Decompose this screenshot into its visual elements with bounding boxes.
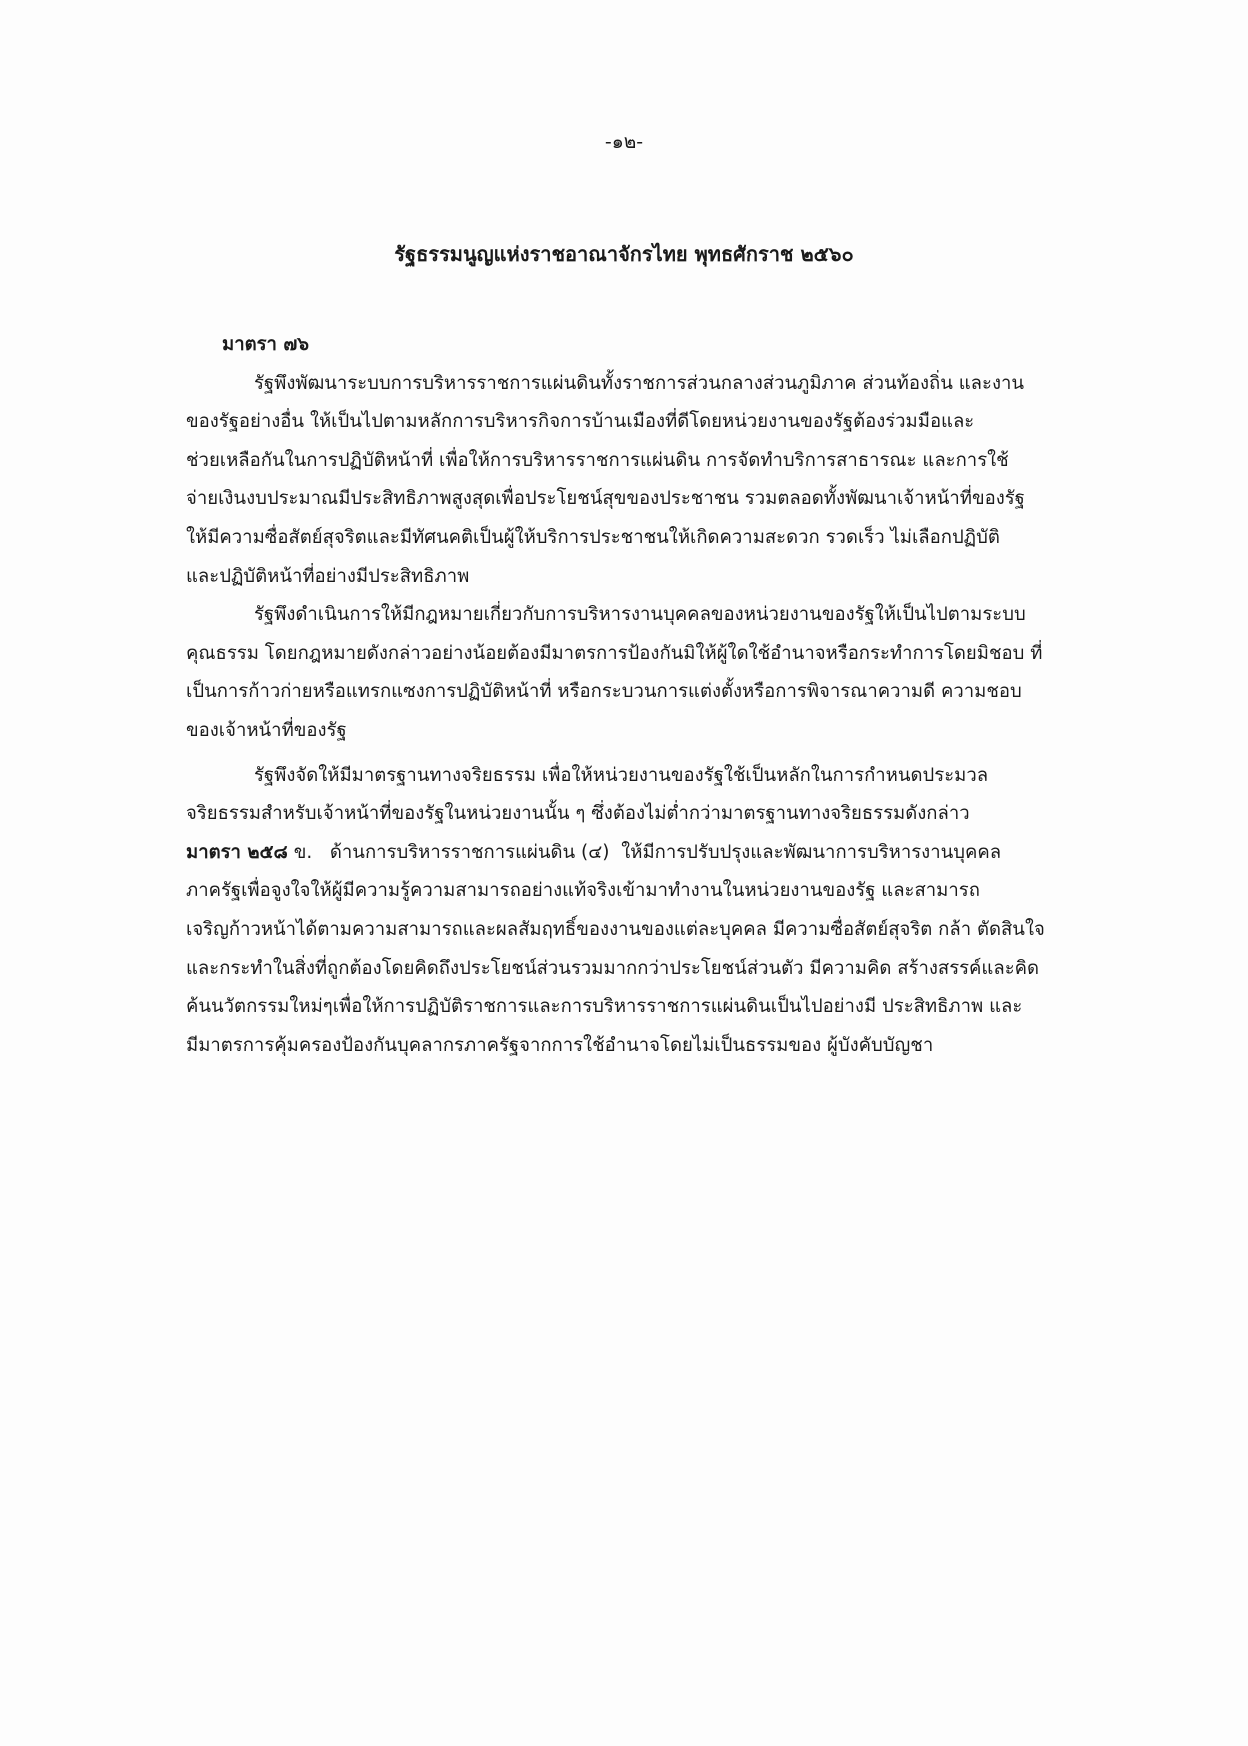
section-76-paragraph-2 [186,596,1121,750]
paragraph-line: เจริญก้าวหน้าได้ตามความสามารถและผลสัมฤทธิ์ของงานของแต่ละบุคคล มีความซื่อสัตย์สุจริต กล้า ตัดสินใจ [186,918,1045,940]
paragraph-line: จริยธรรมสำหรับเจ้าหน้าที่ของรัฐในหน่วยงานนั้น ๆ ซึ่งต้องไม่ต่ำกว่ามาตรฐานทางจริยธรรมดังกล่าว [186,803,970,825]
paragraph-line: และปฏิบัติหน้าที่อย่างมีประสิทธิภาพ [186,565,470,587]
paragraph-line: รัฐพึงจัดให้มีมาตรฐานทางจริยธรรม เพื่อให้หน่วยงานของรัฐใช้เป็นหลักในการกำหนดประมวล [254,764,989,786]
paragraph-line: รัฐพึงพัฒนาระบบการบริหารราชการแผ่นดินทั้งราชการส่วนกลางส่วนภูมิภาค ส่วนท้องถิ่น และงาน [254,372,1025,394]
section-258-first-line-text: ข. ด้านการบริหารราชการแผ่นดิน (๔) ให้มีการปรับปรุงและพัฒนาการบริหารงานบุคคล [287,841,1002,863]
paragraph-line: และกระทำในสิ่งที่ถูกต้องโดยคิดถึงประโยชน์ส่วนรวมมากกว่าประโยชน์ส่วนตัว มีความคิด สร้างสรรค์และคิด [186,957,1040,979]
paragraph-line: จ่ายเงินงบประมาณมีประสิทธิภาพสูงสุดเพื่อประโยชน์สุขของประชาชน รวมตลอดทั้งพัฒนาเจ้าหน้าที่ของรัฐ [186,488,1025,510]
paragraph-line: เป็นการก้าวก่ายหรือแทรกแซงการปฏิบัติหน้าที่ หรือกระบวนการแต่งตั้งหรือการพิจารณาความดี ความชอบ [186,681,1022,703]
paragraph-line: ของรัฐอย่างอื่น ให้เป็นไปตามหลักการบริหารกิจการบ้านเมืองที่ดีโดยหน่วยงานของรัฐต้องร่วมมือและ [186,411,975,433]
section-258-first-line [186,834,1121,873]
section-76-paragraph-1 [186,365,1121,597]
paragraph-line: ค้นนวัตกรรมใหม่ๆเพื่อให้การปฏิบัติราชการและการบริหารราชการแผ่นดินเป็นไปอย่างมี ประสิทธิภาพ และ [186,996,1023,1018]
section-76-heading: มาตรา ๗๖ [222,334,310,355]
paragraph-line: ให้มีความซื่อสัตย์สุจริตและมีทัศนคติเป็นผู้ให้บริการประชาชนให้เกิดความสะดวก รวดเร็ว ไม่เลือกปฏิบัติ [186,526,1000,548]
paragraph-line: ภาครัฐเพื่อจูงใจให้ผู้มีความรู้ความสามารถอย่างแท้จริงเข้ามาทำงานในหน่วยงานของรัฐ และสามารถ [186,880,980,902]
paragraph-line: คุณธรรม โดยกฎหมายดังกล่าวอย่างน้อยต้องมีมาตรการป้องกันมิให้ผู้ใดใช้อำนาจหรือกระทำการโดยมิชอบ ที่ [186,642,1043,664]
document-body [186,326,1121,1065]
section-258 [186,834,1121,1066]
page-number: -๑๒- [604,131,644,153]
document-title: รัฐธรรมนูญแห่งราชอาณาจักรไทย พุทธศักราช ๒๕๖๐ [394,242,854,266]
section-258-heading: มาตรา ๒๕๘ [186,841,288,863]
paragraph-line: ช่วยเหลือกันในการปฏิบัติหน้าที่ เพื่อให้การบริหารราชการแผ่นดิน การจัดทำบริการสาธารณะ และการใช้ [186,449,1009,471]
paragraph-line: รัฐพึงดำเนินการให้มีกฎหมายเกี่ยวกับการบริหารงานบุคคลของหน่วยงานของรัฐให้เป็นไปตามระบบ [254,604,1026,626]
paragraph-line: มีมาตรการคุ้มครองป้องกันบุคลากรภาครัฐจากการใช้อำนาจโดยไม่เป็นธรรมของ ผู้บังคับบัญชา [186,1034,934,1056]
section-76-paragraph-3 [186,757,1121,834]
paragraph-line: ของเจ้าหน้าที่ของรัฐ [186,719,347,741]
